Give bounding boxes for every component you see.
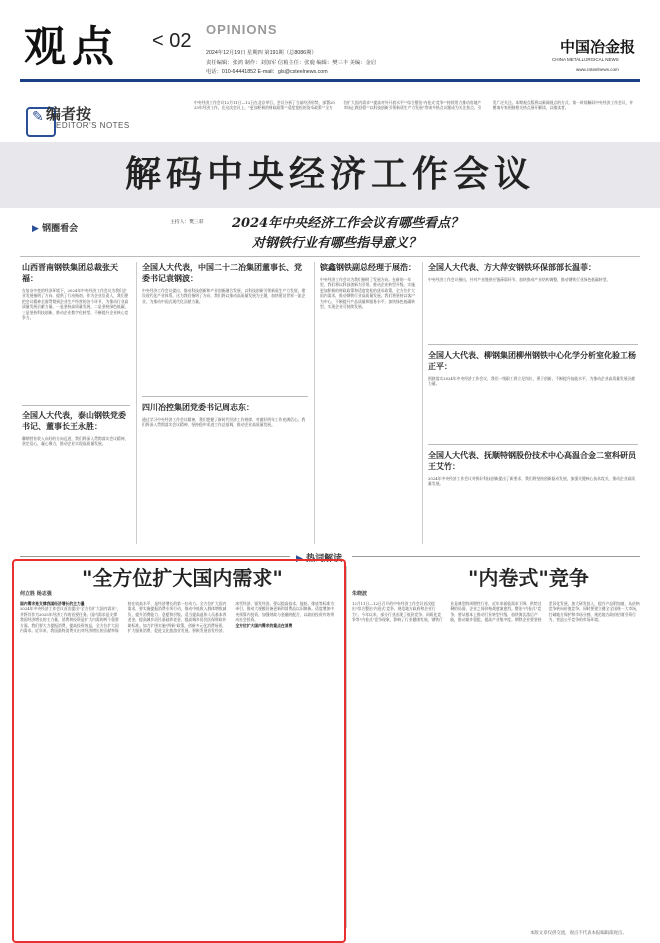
article-2-byline: 朱晓波 bbox=[352, 591, 368, 597]
interview-column-1 bbox=[22, 262, 130, 406]
block-divider bbox=[22, 405, 130, 406]
page-number: < 02 bbox=[152, 30, 192, 52]
article-1-subhead-2: 全方位扩大国内需求的重点在消费 bbox=[235, 622, 293, 628]
article-1-subhead-1: 国内需求是支撑我国经济增长的主力量 bbox=[20, 601, 85, 606]
block-divider bbox=[142, 396, 308, 397]
editor-note-label: 编者按 bbox=[46, 105, 92, 123]
hot-rule-right bbox=[352, 556, 640, 557]
article-1-text: 2024年中央经济工作会议首次提出"全方位扩大国内需求"，并将其作为2025年经济工作的首要任务。国内需求是支撑我国经济增长的主力量，消费和投资是扩大内需的两个重要方面。我们要大力提振消费，提高投资效益，全方位扩大国内需求。近年来，我国最终消费支出对经济增长的贡献率保持在较高水平，是经济增长的第一拉动力。全方位扩大国内需求，要实施提振消费专项行动，推动中低收入群体增收减负，提升消费能力、意愿和层级。适当提高退休人员基本养老金，提高城乡居民基础养老金，提高城乡居民医保财政补助标准。加力扩围实施"两新"政策，创新多元化消费场景，扩大服务消费，促进文化旅游业发展。积极发展首发经济、冰雪经济、银发经济。要以提高技术、能耗、排放等标准为牵引，推动大规模设备更新和消费品以旧换新。适度增加中央预算内投资，加强财政与金融的配合，以政府投资有效带动社会投资。 bbox=[20, 601, 335, 634]
editor-note-badge bbox=[26, 103, 166, 143]
newspaper-url: www.csteelnews.com bbox=[576, 67, 619, 72]
interview-column-2b bbox=[142, 402, 308, 527]
editors-line: 责任编辑：张鸿 制作：刘加军 信箱主任：张鹿 编辑：樊三丰 美编：金启 bbox=[206, 60, 377, 66]
section-en-label: OPINIONS bbox=[206, 22, 278, 37]
issue-date-line: 2024年12月19日 星期四 第191期（总8086期） bbox=[206, 50, 317, 56]
column-rule bbox=[136, 262, 137, 544]
page-header bbox=[0, 0, 660, 80]
interviewee-title: 镔鑫钢铁副总经理于展浩： bbox=[320, 262, 416, 272]
header-rule bbox=[20, 79, 640, 82]
banner-question-2: 对钢铁行业有哪些指导意义？ bbox=[252, 236, 422, 251]
block-divider bbox=[428, 344, 638, 345]
interviewee-title: 全国人大代表，泰山钢铁党委书记、董事长王永胜： bbox=[22, 410, 126, 431]
pen-icon: ✎ bbox=[32, 109, 44, 125]
page-footnote: 本版文章仅供交流，观点不代表本报编辑部观点。 bbox=[530, 931, 627, 936]
interviewee-title: 全国人大代表，中国二十二冶集团董事长、党委书记袁钢波： bbox=[142, 262, 302, 283]
host-line: 主持人：樊三彩 bbox=[170, 220, 204, 225]
interview-text: 围绕落实2024年中央经济工作会议，我们一线职工将立足岗位，勇于创新，不断提升技能水平，为推动企业高质量发展贡献力量。 bbox=[428, 376, 636, 387]
interview-text: 通过学习中央经济工作会议精神，我们把握了新时代经济工作规律，对做好明年工作充满信心。我们将深入贯彻落实会议精神，坚持稳中求进工作总基调，推动企业高质量发展。 bbox=[142, 417, 306, 428]
editor-note-text: 中央经济工作会议12月11日—12日在北京举行。会议分析了当前经济形势，部署2025年经济工作。在这次会议上，"更加积极的财政政策""适度宽松的货币政策""全方位扩大国内需求""提高对外开放水平""综合整治'内卷式'竞争""持续用力推动房地产市场止跌回稳""以科技创新引领新质生产力发展"等诸多热点议题成为关注焦点，引发广泛关注。本期观点版将以新闻视点的方式，第一时间解码中央经济工作会议，并邀请专家围绕相关热点展开解读，以飨读者。 bbox=[194, 100, 634, 111]
article-1-byline: 何立胜 杨志强 bbox=[20, 591, 52, 597]
column-rule bbox=[314, 262, 315, 544]
interview-column-3 bbox=[320, 262, 418, 525]
article-2-body bbox=[352, 590, 640, 931]
interview-text: 聊钢营业收入向好的方向迈进，我们将深入贯彻落实会议精神，坚定信心，凝心聚力，推动企业实现高质量发展。 bbox=[22, 436, 129, 447]
interview-text: 2024年中央经济工作会议对抓好科技创新提出了新要求，我们将坚持创新驱动发展，加强关键核心技术攻关，推动企业高质量发展。 bbox=[428, 476, 636, 487]
column-rule bbox=[346, 566, 347, 928]
page-section-word: 观点 bbox=[24, 22, 121, 71]
interview-text: 中央经济工作会议指出，针对产业链供应链薄弱环节，加快推动产业结构调整，推动钢铁行业绿色低碳转型。 bbox=[428, 277, 611, 282]
newspaper-logo: 中国冶金报 bbox=[560, 38, 636, 56]
headline-title: 解码中央经济工作会议 bbox=[124, 153, 535, 195]
article-2-title: "内卷式"竞争 bbox=[468, 566, 589, 590]
article-2-columns bbox=[352, 601, 640, 931]
interviewee-title: 四川冶控集团党委书记周志东： bbox=[142, 402, 254, 412]
article-1-body bbox=[20, 590, 336, 936]
interview-column-4c bbox=[428, 450, 638, 546]
interview-column-4 bbox=[428, 262, 638, 337]
interview-text: 在复杂多变的经济环境下，2024年中央经济工作会议为我们企业发展指明了方向，提供了行动指南，作为企业负责人，我们要把会议精神全面贯彻到企业生产经营的各个环节，为推动行业高质量发展贡献力量。一是坚持高质量发展，二是坚持绿色低碳，三是坚持科技创新，推动企业数字化转型，不断提升企业核心竞争力。 bbox=[22, 288, 129, 321]
interview-text: 中央经济工作会议提出，推动科技创新和产业创新融合发展，以科技创新引领新质生产力发展，建设现代化产业体系。这为我们指明了方向，我们将以推动高质量发展为主题，加快建设世界一流企业，为推动中国式现代化贡献力量。 bbox=[142, 288, 306, 304]
section-divider bbox=[20, 256, 640, 257]
hot-words-label: 热词解读 bbox=[306, 554, 343, 564]
triangle-icon: ▶ bbox=[296, 554, 307, 564]
interviewee-title: 全国人大代表、柳钢集团柳州钢铁中心化学分析室化验工杨正平： bbox=[428, 350, 636, 371]
interview-column-4b bbox=[428, 350, 638, 458]
article-2-text: 12月11日—12日召开的中央经济工作会议首次提出"综合整治'内卷式'竞争，规范地方政府和企业行为"。今年以来，部分行业出现了低价竞争、同质化竞争等"内卷式"竞争现象，影响了行业健康发展。钢铁行业是典型的周期性行业，近年来面临需求下降、供给过剩的局面，企业之间价格战愈演愈烈。整治"内卷式"竞争，要从根本上推动行业转型升级，加快淘汰落后产能，推动兼并重组，提高产业集中度。钢铁企业要坚持差异化发展，加大研发投入，提升产品附加值，从价格竞争转向价值竞争。同时要建立健全全国统一大市场，打破地方保护和市场分割，规范地方政府招商引资行为，营造公平竞争的市场环境。 bbox=[352, 601, 640, 623]
interview-column-1b bbox=[22, 410, 130, 496]
hot-rule-left bbox=[20, 556, 290, 557]
section-tag bbox=[32, 221, 78, 234]
article-1-columns bbox=[20, 601, 336, 936]
article-1-title: "全方位扩大国内需求" bbox=[82, 566, 283, 590]
triangle-icon: ▶ bbox=[32, 224, 43, 234]
section-tag-label: 钢圈看会 bbox=[42, 224, 79, 234]
interview-column-2 bbox=[142, 262, 308, 398]
phone-line: 电话：010-64441852 E-mail：gls@csteelnews.com bbox=[206, 69, 328, 75]
interviewee-title: 全国人大代表、抚顺特钢股份技术中心高温合金二室科研员王艾竹： bbox=[428, 450, 636, 471]
interviewee-title: 山西晋南钢铁集团总裁张天福： bbox=[22, 262, 118, 283]
banner-question-1: 2024年中央经济工作会议有哪些看点？ bbox=[232, 216, 464, 231]
column-rule bbox=[422, 262, 423, 544]
newspaper-logo-en: CHINA METALLURGICAL NEWS bbox=[552, 57, 619, 62]
editor-note-label-en: EDITOR'S NOTES bbox=[56, 121, 130, 130]
block-divider bbox=[428, 444, 638, 445]
interview-text: 中央经济工作会议为我们指明了发展方向。在新的一年里，我们将以科技创新为引领，推动企业转型升级，实施更加积极的财政政策和适度宽松的货币政策，全方位扩大国内需求，推动钢铁行业高质量发展。我们将坚持以客户为中心，不断提升产品质量和服务水平，加快绿色低碳转型，实现企业可持续发展。 bbox=[320, 277, 415, 310]
interviewee-title: 全国人大代表、方大萍安钢铁环保部部长温菲： bbox=[428, 262, 596, 272]
